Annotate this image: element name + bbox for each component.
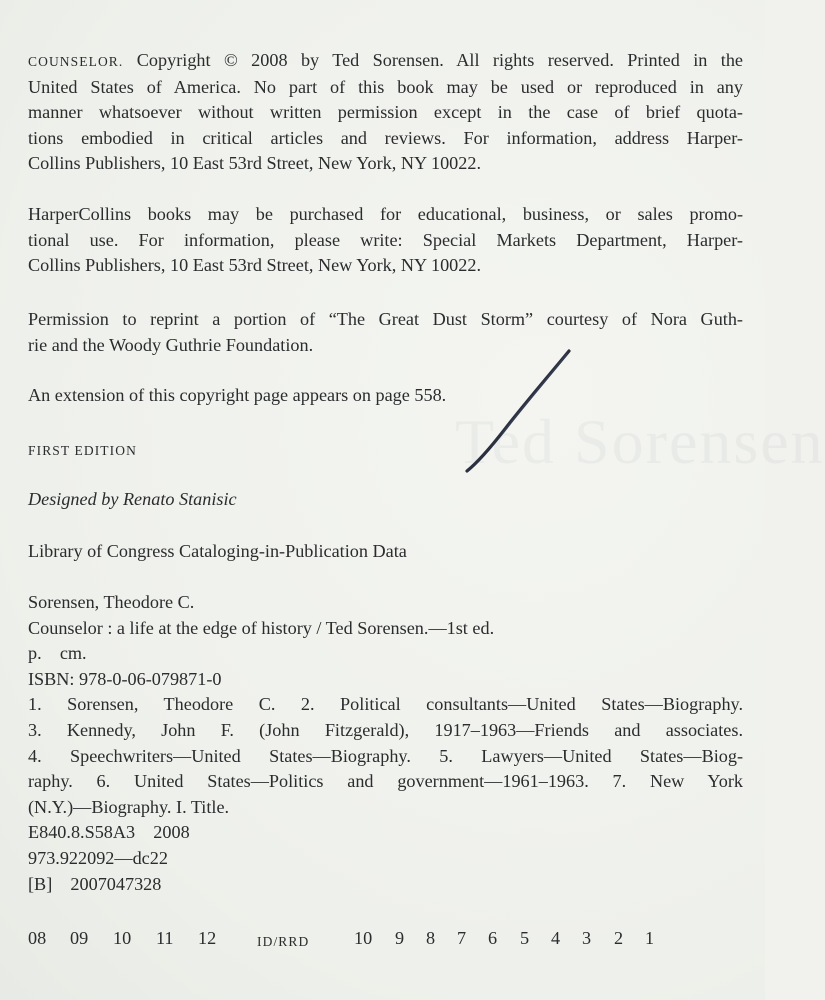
- printing-number: 1: [645, 928, 655, 948]
- cip-lc-call-number: E840.8.S58A3 2008: [28, 822, 190, 843]
- permission-line-1: Permission to reprint a portion of “The Great Dust Storm” courtesy of Nora Guth-: [28, 309, 743, 329]
- copyright-line-1: COUNSELOR. Copyright © 2008 by Ted Sorensen. All rights reserved. Printed in the: [28, 50, 743, 70]
- edition-statement: FIRST EDITION: [28, 443, 137, 458]
- cip-record: [28, 590, 743, 897]
- printing-number: 5: [520, 928, 530, 948]
- copyright-paragraph: [28, 48, 743, 177]
- printing-number: 6: [488, 928, 498, 948]
- show-through-title: Ted Sorensen: [455, 406, 825, 477]
- printing-year: 08: [28, 928, 47, 948]
- printing-number: 4: [551, 928, 561, 948]
- cip-subject-line-4: raphy. 6. United States—Politics and government—1961–1963. 7. New York: [28, 771, 743, 792]
- extension-notice: An extension of this copyright page appears on page 558.: [28, 385, 447, 405]
- printing-number: 10: [354, 928, 373, 948]
- cip-dewey: 973.922092—dc22: [28, 847, 168, 868]
- cip-subject-line-1: 1. Sorensen, Theodore C. 2. Political consultants—United States—Biography.: [28, 694, 743, 715]
- cip-author: Sorensen, Theodore C.: [28, 592, 195, 612]
- cip-subject-line-3: 4. Speechwriters—United States—Biography. 5. Lawyers—United States—Biog-: [28, 745, 743, 766]
- cip-heading: Library of Congress Cataloging-in-Publication Data: [28, 541, 407, 561]
- permission-line-2: rie and the Woody Guthrie Foundation.: [28, 334, 314, 355]
- book-title-smallcaps: COUNSELOR.: [28, 54, 124, 69]
- cip-subject-line-2: 3. Kennedy, John F. (John Fitzgerald), 1917–1963—Friends and associates.: [28, 719, 743, 740]
- sales-line-2: tional use. For information, please write: Special Markets Department, Harper-: [28, 229, 743, 250]
- special-sales-paragraph: [28, 202, 743, 279]
- cip-isbn: ISBN: 978-0-06-079871-0: [28, 668, 222, 689]
- printing-number: 8: [426, 928, 436, 948]
- printing-number: 3: [582, 928, 592, 948]
- copyright-line-2: United States of America. No part of this book may be used or reproduced in any: [28, 76, 743, 97]
- designer-credit: Designed by Renato Stanisic: [28, 489, 237, 509]
- sales-line-1: HarperCollins books may be purchased for educational, business, or sales promo-: [28, 204, 743, 224]
- cip-record-number: [B] 2007047328: [28, 873, 162, 894]
- printing-number: 2: [614, 928, 624, 948]
- pen-slash-mark: [455, 345, 585, 475]
- printing-year: 09: [70, 928, 89, 948]
- cip-title: Counselor : a life at the edge of history / Ted Sorensen.—1st ed.: [28, 617, 495, 638]
- printing-number: 9: [395, 928, 405, 948]
- cip-extent: p. cm.: [28, 643, 87, 664]
- copyright-line-3: manner whatsoever without written permission except in the case of brief quota-: [28, 102, 743, 123]
- cip-subject-line-5: (N.Y.)—Biography. I. Title.: [28, 796, 230, 817]
- permission-paragraph: [28, 307, 743, 358]
- printing-year: 11: [156, 928, 174, 948]
- copyright-line-4: tions embodied in critical articles and reviews. For information, address Harper-: [28, 127, 743, 148]
- printing-year: 12: [198, 928, 217, 948]
- copyright-line-5: Collins Publishers, 10 East 53rd Street, New York, NY 10022.: [28, 153, 481, 174]
- printer-code: ID/RRD: [257, 934, 310, 949]
- printing-year: 10: [113, 928, 132, 948]
- sales-line-3: Collins Publishers, 10 East 53rd Street, New York, NY 10022.: [28, 255, 481, 276]
- printing-number: 7: [457, 928, 467, 948]
